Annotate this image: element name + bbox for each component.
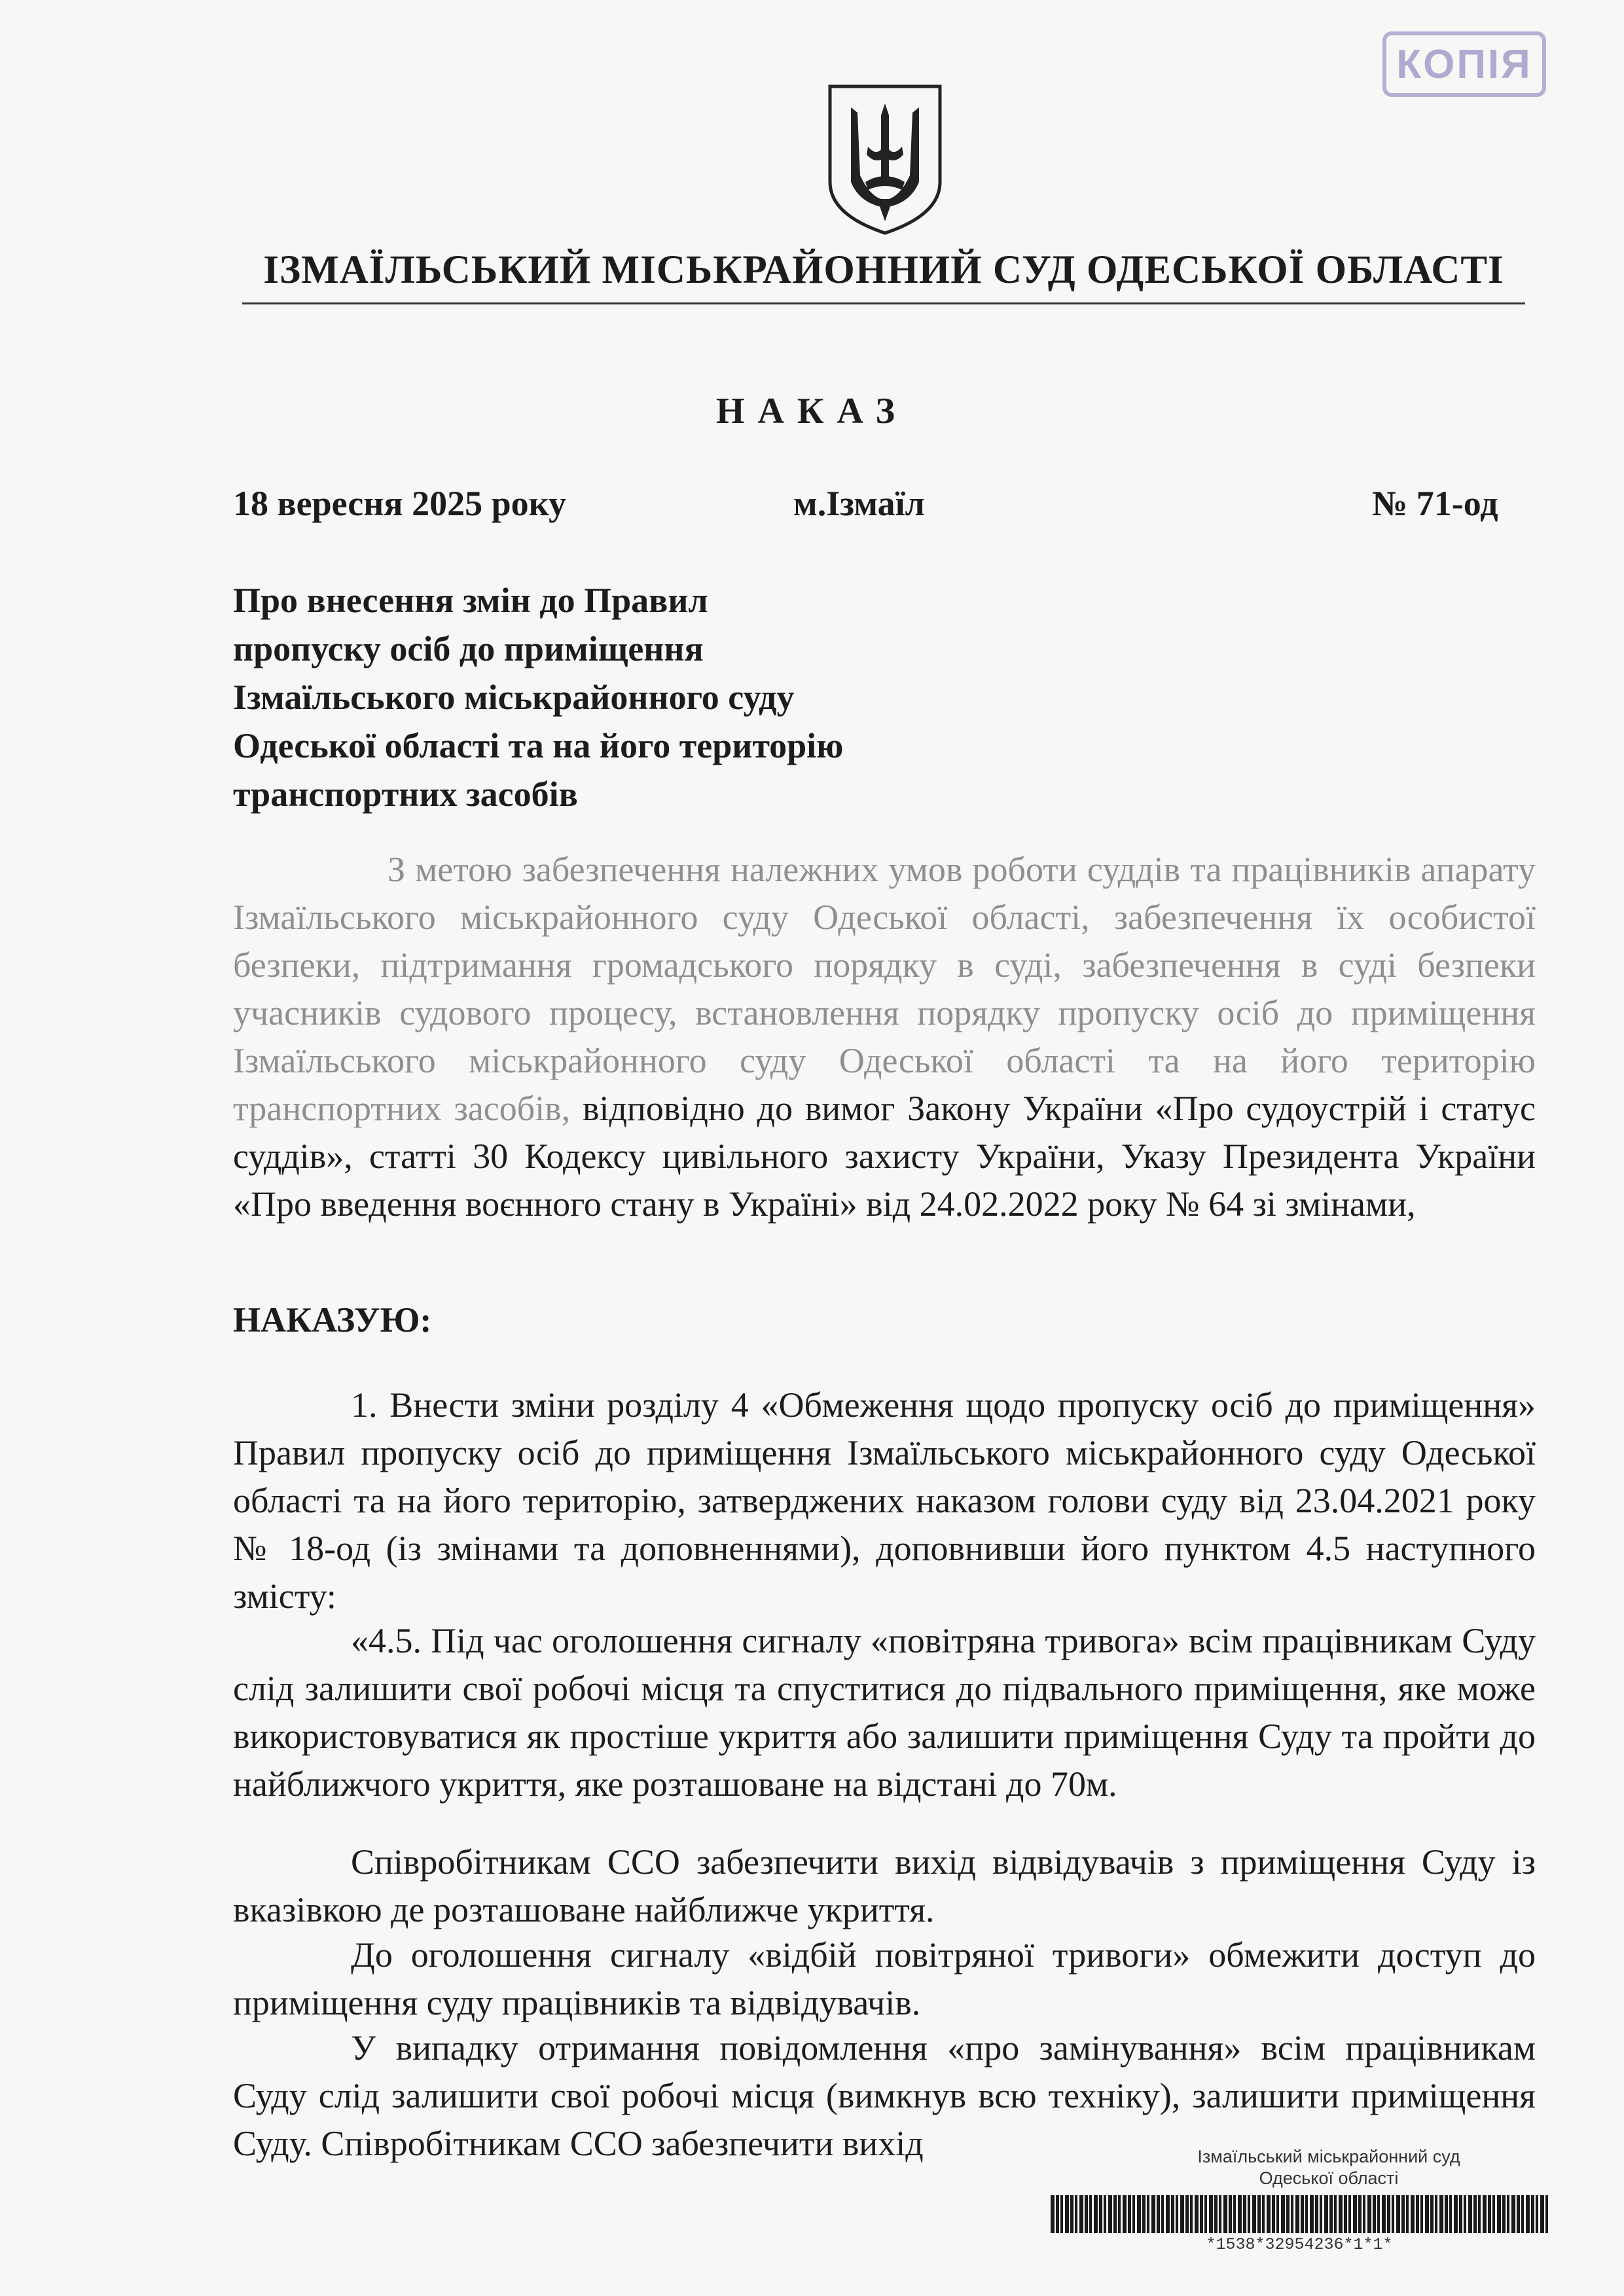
subject-line: Ізмаїльського міськрайонного суду bbox=[233, 678, 795, 717]
order-subject bbox=[233, 576, 986, 818]
subject-line: пропуску осіб до приміщення bbox=[233, 629, 704, 668]
document-title: НАКАЗ bbox=[715, 391, 909, 431]
court-name: ІЗМАЇЛЬСЬКИЙ МІСЬКРАЙОННИЙ СУД ОДЕСЬКОЇ ОБЛАСТІ bbox=[263, 248, 1504, 292]
order-number: № 71-од bbox=[1372, 484, 1498, 523]
paragraph-1: 1. Внести зміни розділу 4 «Обмеження щодо пропуску осіб до приміщення» Правил пропуску осіб до приміщення Ізмаїльського міськрайонного суду Одеської області та на його територію, затверджених наказом голови суду від 23.04.2021 року № 18-од (із змінами та доповненнями), доповнивши його пунктом 4.5 наступного змісту: bbox=[233, 1385, 1536, 1616]
order-city: м.Ізмаїл bbox=[793, 484, 925, 523]
trident-emblem-icon bbox=[826, 84, 944, 236]
footer-court-line: Ізмаїльський міськрайонний суд bbox=[1197, 2147, 1460, 2166]
preamble-faded-text: З метою забезпечення належних умов роботи суддів та працівників апарату Ізмаїльського міськрайонного суду Одеської області, забезпечення їх особистої безпеки, підтримання громадського порядку в суді, забезпечення в суді безпеки учасників судового процесу, встановлення порядку пропуску осіб до приміщення Ізмаїльського міськрайонного суду Одеської області та на його територію транспортних засобів, bbox=[233, 850, 1536, 1128]
subject-line: Одеської області та на його територію bbox=[233, 726, 844, 765]
preamble-paragraph bbox=[233, 846, 1536, 1228]
order-word: НАКАЗУЮ: bbox=[233, 1300, 432, 1339]
order-date: 18 вересня 2025 року bbox=[233, 484, 566, 523]
barcode-number: *1538*32954236*1*1* bbox=[1206, 2235, 1393, 2254]
footer-court-line: Одеської області bbox=[1259, 2168, 1399, 2188]
paragraph-sso-exit: Співробітникам ССО забезпечити вихід відвідувачів з приміщення Суду із вказівкою де розташоване найближче укриття. bbox=[233, 1842, 1536, 1929]
header-divider bbox=[242, 302, 1525, 304]
subject-line: Про внесення змін до Правил bbox=[233, 581, 708, 620]
paragraph-4-5: «4.5. Під час оголошення сигналу «повітряна тривога» всім працівникам Суду слід залишити свої робочі місця та спуститися до підвального приміщення, яке може використовуватися як простіше укриття або залишити приміщення Суду та пройти до найближчого укриття, яке розташоване на відстані до 70м. bbox=[233, 1621, 1536, 1804]
footer-court-name bbox=[1106, 2146, 1551, 2189]
preamble-text: відповідно до вимог Закону України «Про судоустрій і статус суддів», статті 30 Кодексу цивільного захисту України, Указу Президента України «Про введення воєнного стану в Україні» від 24.02.2022 року № 64 зі змінами, bbox=[233, 1089, 1536, 1224]
paragraph-mining: У випадку отримання повідомлення «про замінування» всім працівникам Суду слід залишити свої робочі місця (вимкнув всю техніку), залишити приміщення Суду. Співробітникам ССО забезпечити вихід bbox=[233, 2028, 1536, 2163]
subject-line: транспортних засобів bbox=[233, 774, 578, 814]
copy-stamp: КОПІЯ bbox=[1382, 31, 1546, 97]
barcode-icon bbox=[1051, 2195, 1548, 2233]
paragraph-access-limit: До оголошення сигналу «відбій повітряної тривоги» обмежити доступ до приміщення суду працівників та відвідувачів. bbox=[233, 1935, 1536, 2022]
